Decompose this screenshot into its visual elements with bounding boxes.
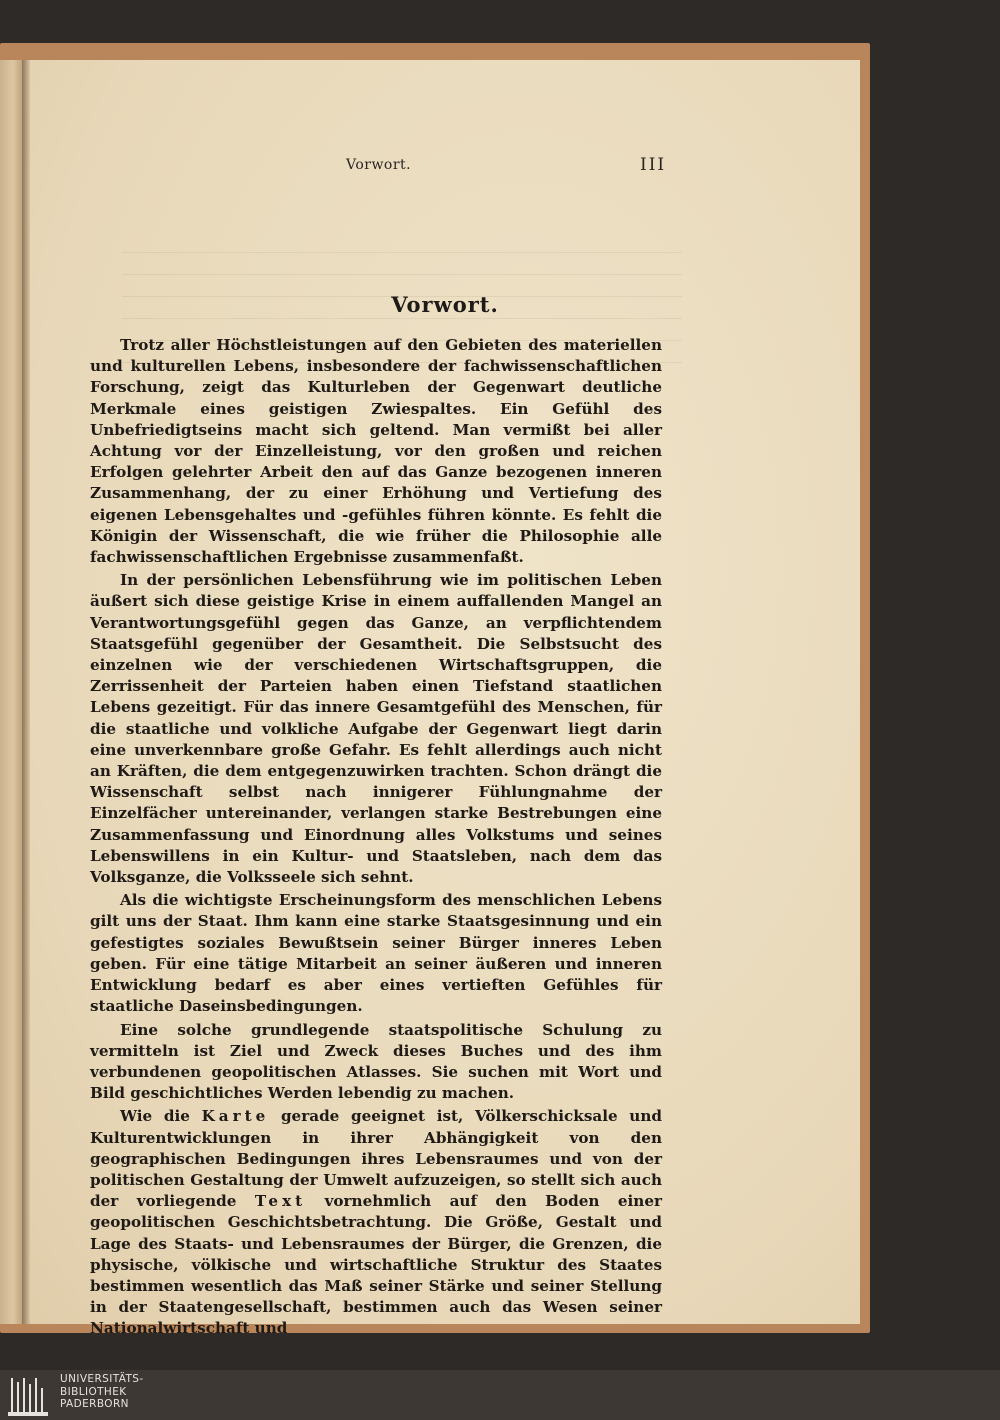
spaced-emphasis: Karte — [201, 1107, 270, 1126]
logo-line: PADERBORN — [60, 1398, 129, 1410]
library-logo-text — [60, 1373, 144, 1411]
left-page-edge — [0, 60, 22, 1324]
paragraph-text: Trotz aller Höchstleistungen auf den Gebieten des materiellen und kulturellen Lebens, insbesondere der fachwissenschaftlichen Forschung, zeigt das Kulturleben der Gegenwart deutliche Merkmale eines geistigen Zwiespaltes. Ein Gefühl des Unbefriedigtseins macht sich geltend. Man vermißt bei aller Achtung vor der Einzelleistung, vor den großen und reichen Erfolgen gelehrter Arbeit den auf das Ganze bezogenen inneren Zusammenhang, der zu einer Erhöhung und Vertiefung des eigenen Lebensgehaltes und -gefühles führen könnte. Es fehlt die Königin der Wissenschaft, die wie früher die Philosophie alle fachwissenschaftlichen Ergebnisse zusammenfaßt. — [90, 336, 662, 567]
logo-line: UNIVERSITÄTS- — [60, 1373, 144, 1385]
paragraph-text: Wie die — [120, 1107, 202, 1126]
paragraph-text: vornehmlich auf den Boden einer geopolitischen Geschichtsbetrachtung. Die Größe, Gestalt und Lage des Staats- und Lebensraumes der Bürger, die Grenzen, die physische, völkische und wirtschaftliche Struktur des Staates bestimmen wesentlich das Maß seiner Stärke und seiner Stellung in der Staatengesellschaft, bestimmen auch das Wesen seiner Nationalwirtschaft und — [90, 1192, 662, 1338]
paragraph-text: gerade geeignet ist, Völkerschicksale und Kulturentwicklungen in ihrer Abhängigkeit von den geographischen Bedingungen ihres Lebensraumes und von der politischen Gestaltung der Umwelt aufzuzeigen, so stellt sich auch der vorliegende — [90, 1107, 662, 1211]
paragraph-text: In der persönlichen Lebensführung wie im politischen Leben äußert sich diese geistige Krise in einem auffallenden Mangel an Verantwortungsgefühl gegen das Ganze, an verpflichtendem Staatsgefühl gegenüber der Gesamtheit. Die Selbstsucht des einzelnen wie der verschiedenen Wirtschaftsgruppen, die Zerrissenheit der Parteien haben einen Tiefstand staatlichen Lebens gezeitigt. Für das innere Gesamtgefühl des Menschen, für die staatliche und volkliche Aufgabe der Gegenwart liegt darin eine unverkennbare große Gefahr. Es fehlt allerdings auch nicht an Kräften, die dem entgegenzuwirken trachten. Schon drängt die Wissenschaft selbst nach innigerer Fühlungnahme der Einzelfächer untereinander, verlangen starke Bestrebungen eine Zusammenfassung und Einordnung alles Volkstums und seines Lebenswillens in ein Kultur- und Staatsleben, nach dem das Volksganze, die Volksseele sich sehnt. — [90, 571, 662, 887]
paragraph — [90, 335, 662, 568]
paragraph — [90, 1020, 662, 1105]
library-footer-bar — [0, 1370, 1000, 1420]
spaced-emphasis: Text — [254, 1192, 307, 1211]
paragraph — [90, 1106, 662, 1339]
ub-paderborn-logo-icon — [8, 1372, 50, 1418]
logo-line: BIBLIOTHEK — [60, 1385, 127, 1398]
spine-shadow — [22, 60, 30, 1324]
paragraph — [90, 570, 662, 888]
page-number: III — [640, 155, 667, 175]
paragraph-text: Eine solche grundlegende staatspolitische Schulung zu vermitteln ist Ziel und Zweck dieses Buches und des ihm verbundenen geopolitischen Atlasses. Sie suchen mit Wort und Bild geschichtliches Werden lebendig zu machen. — [90, 1020, 662, 1103]
paragraph-text: Als die wichtigste Erscheinungsform des menschlichen Lebens gilt uns der Staat. Ihm kann eine starke Staatsgesinnung und ein gefestigtes soziales Bewußtsein seiner Bürger inneres Leben geben. Für eine tätige Mitarbeit an seiner äußeren und inneren Entwicklung bedarf es aber eines vertieften Gefühles für staatliche Daseinsbedingungen. — [90, 891, 662, 1016]
body-text — [90, 335, 662, 1342]
paragraph — [90, 890, 662, 1017]
book-page — [30, 60, 860, 1338]
running-head-title: Vorwort. — [346, 157, 412, 173]
page-title: Vorwort. — [391, 292, 499, 317]
running-head — [30, 155, 860, 179]
